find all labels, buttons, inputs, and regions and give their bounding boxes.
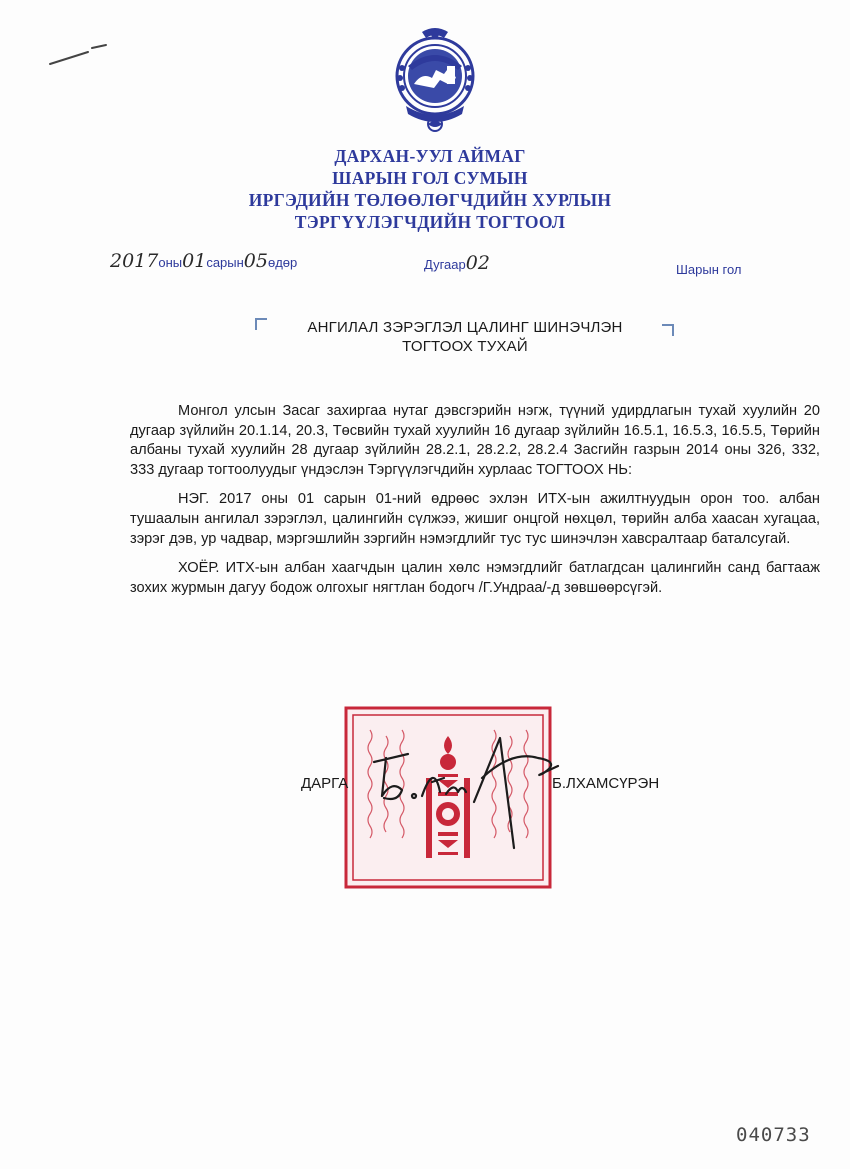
paragraph-preamble: Монгол улсын Засаг захиргаа нутаг дэвсгэрийн нэгж, түүний удирдлагын тухай хуулийн 20 дугаар зүйлийн 20.1.14, 20.3, Төсвийн тухай хуулийн 16 дугаар зүйлийн 16.5.1, 16.5.3, 16.5.5, Төрийн албаны тухай хуулийн 28 дугаар зүйлийн 28.2.1, 28.2.2, 28.2.4 Засгийн газрын 2014 оны 326, 332, 333 дугаар тогтоолуудыг үндэслэн Тэргүүлэгчдийн хурлаас ТОГТООХ НЬ: <box>130 403 820 478</box>
date-year: 2017 <box>110 250 159 272</box>
date-row <box>110 250 297 272</box>
date-year-label: оны <box>158 255 183 270</box>
document-serial-number: 040733 <box>736 1124 811 1146</box>
paragraph-one: НЭГ. 2017 оны 01 сарын 01-ний өдрөөс эхлэн ИТХ-ын ажилтнуудын орон тоо. албан тушаалын ангилал зэрэглэл, цалингийн сүлжээ, жишиг онцгой нөхцөл, төрийн алба хаасан хугацаа, зэрэг дэв, ур чадвар, мэргэшлийн зэргийн нэмэгдлийг тус тус шинэчлэн хавсралтаар баталсугай. <box>130 491 820 547</box>
resolution-body <box>130 402 820 608</box>
number-row <box>424 252 490 274</box>
date-month-label: сарын <box>206 255 244 270</box>
pen-mark <box>48 40 108 70</box>
org-line-togtool: ТЭРГҮҮЛЭГЧДИЙН ТОГТООЛ <box>294 212 566 232</box>
org-header <box>0 145 850 233</box>
org-line-hural: ИРГЭДИЙН ТӨЛӨӨЛӨГЧДИЙН ХУРЛЫН <box>248 190 612 210</box>
resolution-title <box>255 318 675 356</box>
org-line-sum: ШАРЫН ГОЛ СУМЫН <box>332 168 528 188</box>
date-day-label: өдөр <box>267 255 298 270</box>
number-value: 02 <box>465 252 490 274</box>
number-label: Дугаар <box>424 257 466 272</box>
handwritten-signature <box>362 732 572 850</box>
state-emblem-icon <box>392 26 478 134</box>
org-line-aimag: ДАРХАН-УУЛ АЙМАГ <box>334 146 526 166</box>
paragraph-two: ХОЁР. ИТХ-ын албан хаагчдын цалин хөлс нэмэгдлийг батлагдсан цалингийн санд багтааж зохих журмын дагуу бодож олгохыг нягтлан бодогч /Г.Ундраа/-д зөвшөөрсүгэй. <box>130 560 820 596</box>
signer-position: ДАРГА <box>301 775 349 792</box>
date-day: 05 <box>243 250 268 272</box>
title-line-2: ТОГТООХ ТУХАЙ <box>402 338 528 355</box>
date-month: 01 <box>182 250 207 272</box>
title-line-1: АНГИЛАЛ ЗЭРЭГЛЭЛ ЦАЛИНГ ШИНЭЧЛЭН <box>307 319 623 336</box>
signer-name: Б.ЛХАМСҮРЭН <box>552 775 660 792</box>
place-name: Шарын гол <box>676 262 742 277</box>
